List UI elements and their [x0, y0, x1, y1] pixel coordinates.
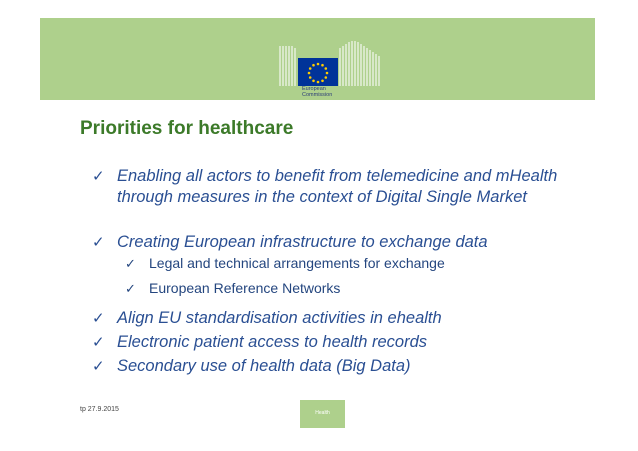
section-tag-label: Health [315, 410, 330, 416]
section-tag [300, 400, 345, 428]
bullet-item [92, 166, 612, 230]
bullet-item [92, 308, 612, 332]
slide-title: Priorities for healthcare [80, 118, 294, 139]
checkmark-icon: ✓ [125, 281, 136, 296]
bullet-item [92, 332, 612, 356]
logo-wordmark [302, 86, 332, 98]
logo-line-1: European [302, 86, 326, 92]
bullet-item [92, 232, 612, 254]
sub-bullet-text: European Reference Networks [149, 280, 341, 296]
checkmark-icon: ✓ [92, 168, 105, 185]
checkmark-icon: ✓ [92, 310, 105, 327]
bullet-list [92, 166, 612, 380]
sub-bullet-item [125, 254, 612, 279]
bullet-text: Enabling all actors to benefit from telemedicine and mHealth through measures in the context of Digital Single Market [117, 167, 558, 206]
bullet-text: Electronic patient access to health records [117, 333, 427, 351]
sub-bullet-text: Legal and technical arrangements for exchange [149, 255, 445, 271]
footer-date: tp 27.9.2015 [80, 406, 119, 413]
checkmark-icon: ✓ [92, 234, 105, 251]
bullet-text: Secondary use of health data (Big Data) [117, 357, 411, 375]
sub-bullet-item [125, 279, 612, 304]
logo-line-2: Commission [302, 92, 333, 98]
checkmark-icon: ✓ [92, 358, 105, 375]
bullet-text: Align EU standardisation activities in ehealth [117, 309, 442, 327]
checkmark-icon: ✓ [125, 256, 136, 271]
bullet-text: Creating European infrastructure to exchange data [117, 233, 488, 251]
checkmark-icon: ✓ [92, 334, 105, 351]
bullet-item [92, 356, 612, 380]
